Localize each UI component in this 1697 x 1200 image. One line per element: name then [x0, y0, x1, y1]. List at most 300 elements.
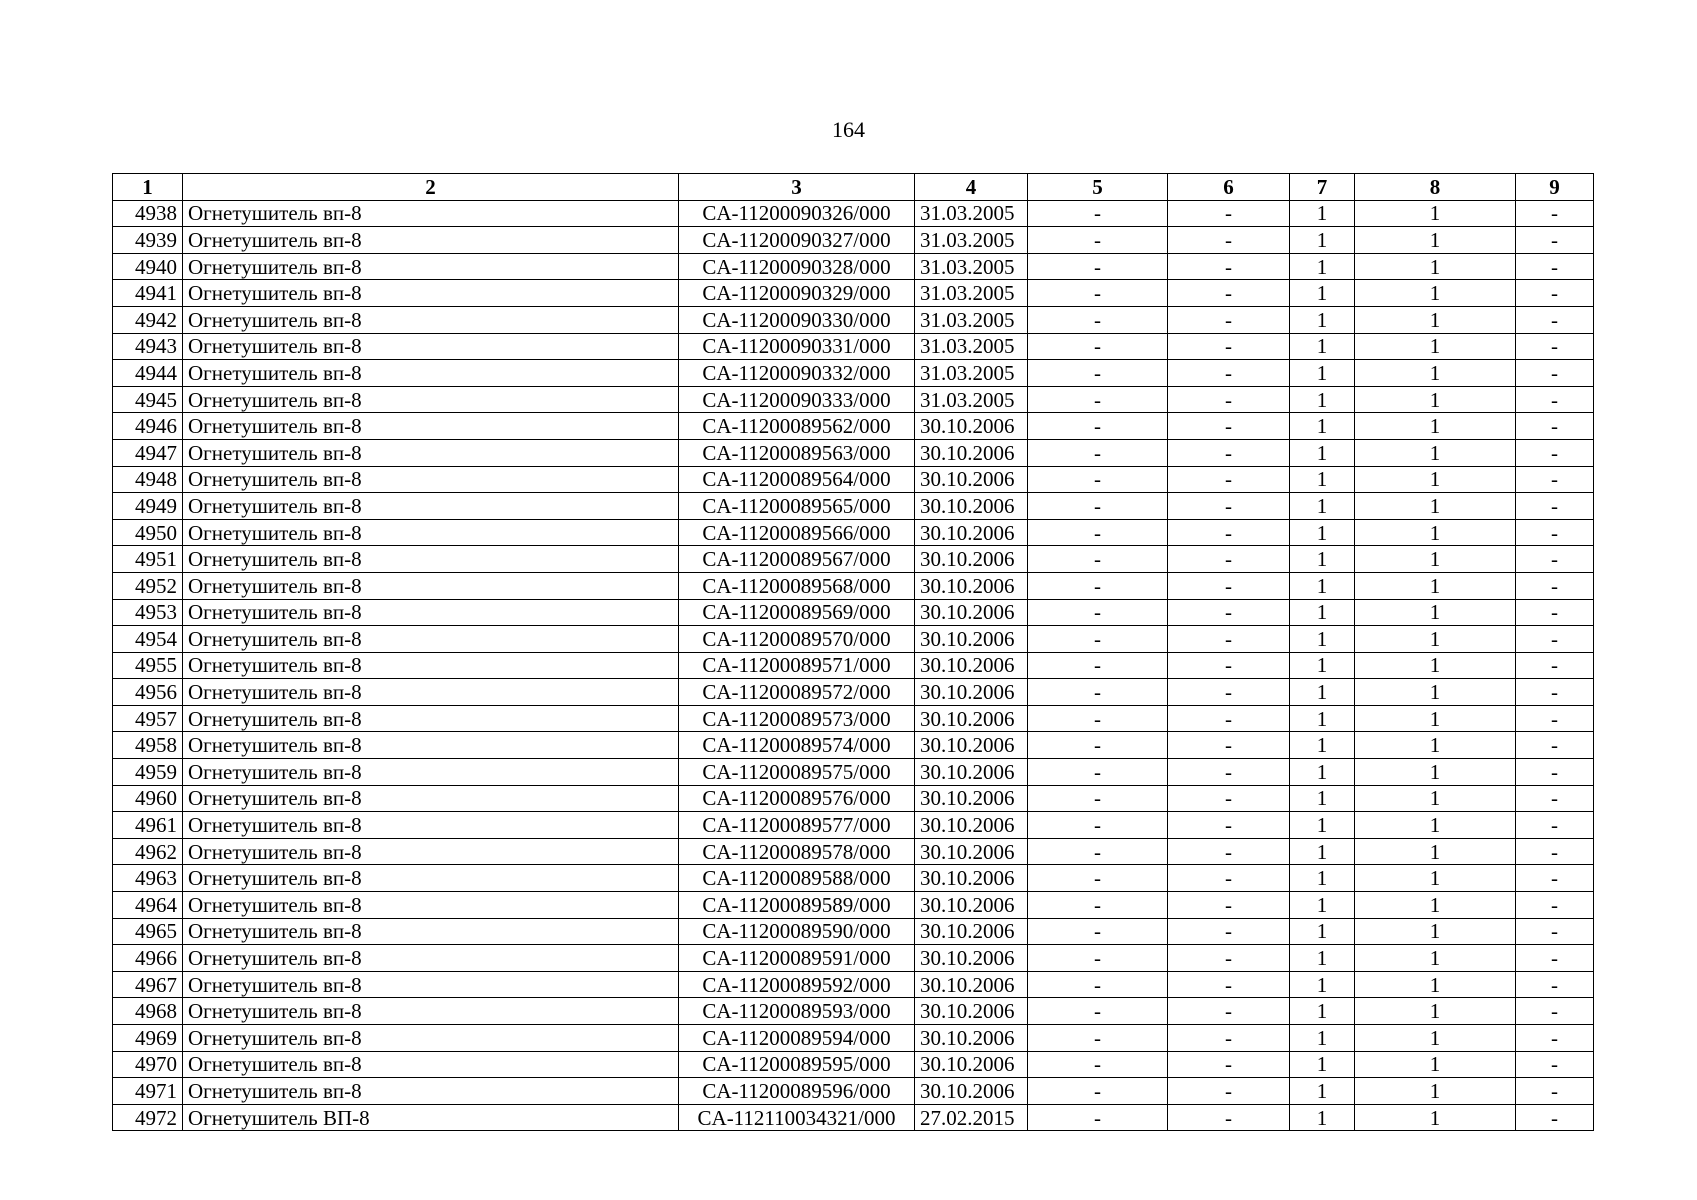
row-number-cell: 4960	[113, 785, 183, 812]
col-8-cell: 1	[1355, 945, 1516, 972]
date-cell: 30.10.2006	[915, 519, 1028, 546]
col-5-cell: -	[1028, 493, 1168, 520]
date-cell: 30.10.2006	[915, 546, 1028, 573]
col-7-cell: 1	[1290, 280, 1355, 307]
table-row	[113, 200, 1594, 227]
date-cell: 30.10.2006	[915, 892, 1028, 919]
col-9-cell: -	[1516, 200, 1594, 227]
inventory-number-cell: CA-11200089566/000	[679, 519, 915, 546]
row-number-cell: 4950	[113, 519, 183, 546]
col-9-cell: -	[1516, 679, 1594, 706]
col-9-cell: -	[1516, 785, 1594, 812]
row-number-cell: 4939	[113, 227, 183, 254]
item-name-cell: Огнетушитель вп-8	[183, 838, 679, 865]
date-cell: 30.10.2006	[915, 466, 1028, 493]
col-6-cell: -	[1168, 200, 1290, 227]
inventory-number-cell: CA-11200089565/000	[679, 493, 915, 520]
col-9-cell: -	[1516, 572, 1594, 599]
date-cell: 30.10.2006	[915, 918, 1028, 945]
col-7-cell: 1	[1290, 519, 1355, 546]
col-5-cell: -	[1028, 200, 1168, 227]
col-6-cell: -	[1168, 1051, 1290, 1078]
col-6-cell: -	[1168, 413, 1290, 440]
col-9-cell: -	[1516, 519, 1594, 546]
inventory-number-cell: CA-11200089593/000	[679, 998, 915, 1025]
col-7-cell: 1	[1290, 998, 1355, 1025]
col-9-cell: -	[1516, 1104, 1594, 1131]
inventory-number-cell: CA-11200089573/000	[679, 705, 915, 732]
inventory-number-cell: CA-11200089569/000	[679, 599, 915, 626]
item-name-cell: Огнетушитель вп-8	[183, 200, 679, 227]
row-number-cell: 4947	[113, 439, 183, 466]
col-9-cell: -	[1516, 1025, 1594, 1052]
item-name-cell: Огнетушитель вп-8	[183, 945, 679, 972]
col-9-cell: -	[1516, 439, 1594, 466]
col-7-cell: 1	[1290, 705, 1355, 732]
col-7-cell: 1	[1290, 253, 1355, 280]
row-number-cell: 4944	[113, 360, 183, 387]
column-header-3: 3	[679, 174, 915, 201]
row-number-cell: 4959	[113, 759, 183, 786]
table-row	[113, 785, 1594, 812]
column-header-7: 7	[1290, 174, 1355, 201]
col-8-cell: 1	[1355, 865, 1516, 892]
col-9-cell: -	[1516, 413, 1594, 440]
item-name-cell: Огнетушитель вп-8	[183, 599, 679, 626]
col-8-cell: 1	[1355, 546, 1516, 573]
date-cell: 31.03.2005	[915, 333, 1028, 360]
inventory-number-cell: CA-11200089574/000	[679, 732, 915, 759]
col-6-cell: -	[1168, 1078, 1290, 1105]
column-header-2: 2	[183, 174, 679, 201]
col-6-cell: -	[1168, 971, 1290, 998]
col-6-cell: -	[1168, 519, 1290, 546]
row-number-cell: 4949	[113, 493, 183, 520]
item-name-cell: Огнетушитель вп-8	[183, 732, 679, 759]
table-row	[113, 626, 1594, 653]
table-row	[113, 493, 1594, 520]
date-cell: 30.10.2006	[915, 945, 1028, 972]
table-row	[113, 705, 1594, 732]
table-row	[113, 599, 1594, 626]
row-number-cell: 4954	[113, 626, 183, 653]
date-cell: 30.10.2006	[915, 759, 1028, 786]
col-5-cell: -	[1028, 998, 1168, 1025]
row-number-cell: 4940	[113, 253, 183, 280]
col-6-cell: -	[1168, 998, 1290, 1025]
item-name-cell: Огнетушитель вп-8	[183, 1025, 679, 1052]
inventory-number-cell: CA-11200090332/000	[679, 360, 915, 387]
date-cell: 30.10.2006	[915, 626, 1028, 653]
col-5-cell: -	[1028, 306, 1168, 333]
inventory-number-cell: CA-11200089591/000	[679, 945, 915, 972]
col-5-cell: -	[1028, 679, 1168, 706]
inventory-number-cell: CA-11200089570/000	[679, 626, 915, 653]
date-cell: 31.03.2005	[915, 360, 1028, 387]
inventory-number-cell: CA-112110034321/000	[679, 1104, 915, 1131]
inventory-number-cell: CA-11200089575/000	[679, 759, 915, 786]
col-7-cell: 1	[1290, 945, 1355, 972]
col-7-cell: 1	[1290, 439, 1355, 466]
table-body	[113, 200, 1594, 1131]
col-5-cell: -	[1028, 1051, 1168, 1078]
col-7-cell: 1	[1290, 386, 1355, 413]
col-7-cell: 1	[1290, 892, 1355, 919]
col-9-cell: -	[1516, 599, 1594, 626]
col-7-cell: 1	[1290, 200, 1355, 227]
date-cell: 30.10.2006	[915, 439, 1028, 466]
item-name-cell: Огнетушитель вп-8	[183, 306, 679, 333]
col-8-cell: 1	[1355, 253, 1516, 280]
column-header-9: 9	[1516, 174, 1594, 201]
item-name-cell: Огнетушитель вп-8	[183, 785, 679, 812]
col-8-cell: 1	[1355, 679, 1516, 706]
row-number-cell: 4972	[113, 1104, 183, 1131]
table-row	[113, 280, 1594, 307]
table-row	[113, 1025, 1594, 1052]
date-cell: 31.03.2005	[915, 280, 1028, 307]
item-name-cell: Огнетушитель вп-8	[183, 1051, 679, 1078]
col-7-cell: 1	[1290, 227, 1355, 254]
col-7-cell: 1	[1290, 306, 1355, 333]
item-name-cell: Огнетушитель вп-8	[183, 413, 679, 440]
col-9-cell: -	[1516, 838, 1594, 865]
inventory-number-cell: CA-11200089563/000	[679, 439, 915, 466]
table-row	[113, 945, 1594, 972]
item-name-cell: Огнетушитель вп-8	[183, 759, 679, 786]
row-number-cell: 4956	[113, 679, 183, 706]
col-8-cell: 1	[1355, 439, 1516, 466]
col-9-cell: -	[1516, 626, 1594, 653]
col-8-cell: 1	[1355, 971, 1516, 998]
date-cell: 31.03.2005	[915, 253, 1028, 280]
row-number-cell: 4965	[113, 918, 183, 945]
col-6-cell: -	[1168, 652, 1290, 679]
col-6-cell: -	[1168, 466, 1290, 493]
col-5-cell: -	[1028, 227, 1168, 254]
date-cell: 30.10.2006	[915, 679, 1028, 706]
col-5-cell: -	[1028, 466, 1168, 493]
row-number-cell: 4961	[113, 812, 183, 839]
inventory-number-cell: CA-11200089589/000	[679, 892, 915, 919]
col-8-cell: 1	[1355, 732, 1516, 759]
column-header-1: 1	[113, 174, 183, 201]
table-row	[113, 386, 1594, 413]
col-8-cell: 1	[1355, 759, 1516, 786]
col-9-cell: -	[1516, 306, 1594, 333]
row-number-cell: 4938	[113, 200, 183, 227]
col-6-cell: -	[1168, 785, 1290, 812]
item-name-cell: Огнетушитель вп-8	[183, 546, 679, 573]
inventory-number-cell: CA-11200089592/000	[679, 971, 915, 998]
date-cell: 27.02.2015	[915, 1104, 1028, 1131]
table-row	[113, 732, 1594, 759]
row-number-cell: 4948	[113, 466, 183, 493]
col-6-cell: -	[1168, 599, 1290, 626]
item-name-cell: Огнетушитель вп-8	[183, 626, 679, 653]
col-8-cell: 1	[1355, 1051, 1516, 1078]
col-9-cell: -	[1516, 227, 1594, 254]
col-9-cell: -	[1516, 546, 1594, 573]
header-row	[113, 174, 1594, 201]
col-6-cell: -	[1168, 546, 1290, 573]
table-row	[113, 466, 1594, 493]
table-row	[113, 892, 1594, 919]
col-8-cell: 1	[1355, 386, 1516, 413]
col-6-cell: -	[1168, 360, 1290, 387]
col-6-cell: -	[1168, 253, 1290, 280]
item-name-cell: Огнетушитель вп-8	[183, 812, 679, 839]
item-name-cell: Огнетушитель вп-8	[183, 519, 679, 546]
table-row	[113, 413, 1594, 440]
row-number-cell: 4945	[113, 386, 183, 413]
row-number-cell: 4966	[113, 945, 183, 972]
col-8-cell: 1	[1355, 998, 1516, 1025]
col-7-cell: 1	[1290, 865, 1355, 892]
col-8-cell: 1	[1355, 785, 1516, 812]
col-7-cell: 1	[1290, 652, 1355, 679]
inventory-number-cell: CA-11200090330/000	[679, 306, 915, 333]
col-6-cell: -	[1168, 1025, 1290, 1052]
col-8-cell: 1	[1355, 306, 1516, 333]
col-6-cell: -	[1168, 732, 1290, 759]
date-cell: 30.10.2006	[915, 572, 1028, 599]
col-5-cell: -	[1028, 519, 1168, 546]
col-6-cell: -	[1168, 280, 1290, 307]
col-7-cell: 1	[1290, 546, 1355, 573]
inventory-number-cell: CA-11200090328/000	[679, 253, 915, 280]
row-number-cell: 4957	[113, 705, 183, 732]
col-6-cell: -	[1168, 493, 1290, 520]
col-5-cell: -	[1028, 892, 1168, 919]
item-name-cell: Огнетушитель вп-8	[183, 227, 679, 254]
row-number-cell: 4951	[113, 546, 183, 573]
date-cell: 30.10.2006	[915, 838, 1028, 865]
col-5-cell: -	[1028, 945, 1168, 972]
col-9-cell: -	[1516, 253, 1594, 280]
col-5-cell: -	[1028, 812, 1168, 839]
col-8-cell: 1	[1355, 626, 1516, 653]
col-6-cell: -	[1168, 759, 1290, 786]
col-7-cell: 1	[1290, 493, 1355, 520]
col-8-cell: 1	[1355, 572, 1516, 599]
date-cell: 31.03.2005	[915, 386, 1028, 413]
col-5-cell: -	[1028, 838, 1168, 865]
col-7-cell: 1	[1290, 1104, 1355, 1131]
table-row	[113, 439, 1594, 466]
col-5-cell: -	[1028, 759, 1168, 786]
col-5-cell: -	[1028, 918, 1168, 945]
table-row	[113, 918, 1594, 945]
col-5-cell: -	[1028, 1025, 1168, 1052]
col-5-cell: -	[1028, 413, 1168, 440]
item-name-cell: Огнетушитель ВП-8	[183, 1104, 679, 1131]
col-7-cell: 1	[1290, 413, 1355, 440]
inventory-number-cell: CA-11200089572/000	[679, 679, 915, 706]
row-number-cell: 4952	[113, 572, 183, 599]
col-9-cell: -	[1516, 759, 1594, 786]
col-8-cell: 1	[1355, 1078, 1516, 1105]
col-6-cell: -	[1168, 626, 1290, 653]
col-6-cell: -	[1168, 705, 1290, 732]
col-5-cell: -	[1028, 599, 1168, 626]
inventory-number-cell: CA-11200090326/000	[679, 200, 915, 227]
table-row	[113, 652, 1594, 679]
col-6-cell: -	[1168, 945, 1290, 972]
col-5-cell: -	[1028, 705, 1168, 732]
table-row	[113, 1051, 1594, 1078]
col-6-cell: -	[1168, 306, 1290, 333]
col-8-cell: 1	[1355, 812, 1516, 839]
table-row	[113, 360, 1594, 387]
row-number-cell: 4941	[113, 280, 183, 307]
inventory-number-cell: CA-11200090329/000	[679, 280, 915, 307]
col-6-cell: -	[1168, 227, 1290, 254]
table-row	[113, 971, 1594, 998]
item-name-cell: Огнетушитель вп-8	[183, 679, 679, 706]
col-9-cell: -	[1516, 945, 1594, 972]
col-5-cell: -	[1028, 360, 1168, 387]
col-8-cell: 1	[1355, 227, 1516, 254]
table-row	[113, 865, 1594, 892]
col-8-cell: 1	[1355, 360, 1516, 387]
col-7-cell: 1	[1290, 838, 1355, 865]
column-header-4: 4	[915, 174, 1028, 201]
date-cell: 30.10.2006	[915, 812, 1028, 839]
col-5-cell: -	[1028, 865, 1168, 892]
col-8-cell: 1	[1355, 413, 1516, 440]
col-6-cell: -	[1168, 386, 1290, 413]
table-row	[113, 306, 1594, 333]
row-number-cell: 4958	[113, 732, 183, 759]
col-8-cell: 1	[1355, 1104, 1516, 1131]
date-cell: 30.10.2006	[915, 971, 1028, 998]
col-7-cell: 1	[1290, 918, 1355, 945]
col-7-cell: 1	[1290, 785, 1355, 812]
col-9-cell: -	[1516, 652, 1594, 679]
col-5-cell: -	[1028, 333, 1168, 360]
col-5-cell: -	[1028, 732, 1168, 759]
col-7-cell: 1	[1290, 333, 1355, 360]
col-5-cell: -	[1028, 386, 1168, 413]
col-7-cell: 1	[1290, 971, 1355, 998]
item-name-cell: Огнетушитель вп-8	[183, 918, 679, 945]
date-cell: 30.10.2006	[915, 599, 1028, 626]
table-row	[113, 253, 1594, 280]
row-number-cell: 4963	[113, 865, 183, 892]
date-cell: 31.03.2005	[915, 200, 1028, 227]
date-cell: 30.10.2006	[915, 652, 1028, 679]
row-number-cell: 4971	[113, 1078, 183, 1105]
table-row	[113, 519, 1594, 546]
col-6-cell: -	[1168, 812, 1290, 839]
col-7-cell: 1	[1290, 1078, 1355, 1105]
col-7-cell: 1	[1290, 679, 1355, 706]
col-8-cell: 1	[1355, 918, 1516, 945]
col-5-cell: -	[1028, 253, 1168, 280]
date-cell: 30.10.2006	[915, 493, 1028, 520]
table-row	[113, 572, 1594, 599]
col-7-cell: 1	[1290, 732, 1355, 759]
column-header-6: 6	[1168, 174, 1290, 201]
row-number-cell: 4969	[113, 1025, 183, 1052]
table-row	[113, 1104, 1594, 1131]
col-7-cell: 1	[1290, 1025, 1355, 1052]
col-9-cell: -	[1516, 280, 1594, 307]
date-cell: 30.10.2006	[915, 998, 1028, 1025]
inventory-number-cell: CA-11200089568/000	[679, 572, 915, 599]
inventory-number-cell: CA-11200089578/000	[679, 838, 915, 865]
col-7-cell: 1	[1290, 759, 1355, 786]
col-6-cell: -	[1168, 892, 1290, 919]
inventory-number-cell: CA-11200089564/000	[679, 466, 915, 493]
col-7-cell: 1	[1290, 812, 1355, 839]
inventory-number-cell: CA-11200090327/000	[679, 227, 915, 254]
row-number-cell: 4970	[113, 1051, 183, 1078]
col-7-cell: 1	[1290, 360, 1355, 387]
col-8-cell: 1	[1355, 705, 1516, 732]
item-name-cell: Огнетушитель вп-8	[183, 253, 679, 280]
date-cell: 30.10.2006	[915, 705, 1028, 732]
col-9-cell: -	[1516, 1051, 1594, 1078]
date-cell: 30.10.2006	[915, 1078, 1028, 1105]
row-number-cell: 4943	[113, 333, 183, 360]
date-cell: 30.10.2006	[915, 865, 1028, 892]
inventory-number-cell: CA-11200089577/000	[679, 812, 915, 839]
inventory-number-cell: CA-11200089571/000	[679, 652, 915, 679]
col-8-cell: 1	[1355, 466, 1516, 493]
inventory-number-cell: CA-11200089595/000	[679, 1051, 915, 1078]
col-8-cell: 1	[1355, 493, 1516, 520]
col-5-cell: -	[1028, 572, 1168, 599]
row-number-cell: 4964	[113, 892, 183, 919]
col-7-cell: 1	[1290, 466, 1355, 493]
date-cell: 30.10.2006	[915, 413, 1028, 440]
date-cell: 30.10.2006	[915, 1051, 1028, 1078]
col-9-cell: -	[1516, 812, 1594, 839]
col-6-cell: -	[1168, 918, 1290, 945]
column-header-8: 8	[1355, 174, 1516, 201]
inventory-number-cell: CA-11200089590/000	[679, 918, 915, 945]
col-8-cell: 1	[1355, 652, 1516, 679]
col-5-cell: -	[1028, 546, 1168, 573]
date-cell: 30.10.2006	[915, 732, 1028, 759]
table-row	[113, 1078, 1594, 1105]
col-5-cell: -	[1028, 1078, 1168, 1105]
item-name-cell: Огнетушитель вп-8	[183, 386, 679, 413]
table-row	[113, 838, 1594, 865]
col-8-cell: 1	[1355, 280, 1516, 307]
item-name-cell: Огнетушитель вп-8	[183, 1078, 679, 1105]
row-number-cell: 4946	[113, 413, 183, 440]
col-8-cell: 1	[1355, 200, 1516, 227]
page-number: 164	[832, 117, 865, 142]
date-cell: 30.10.2006	[915, 785, 1028, 812]
item-name-cell: Огнетушитель вп-8	[183, 572, 679, 599]
col-9-cell: -	[1516, 386, 1594, 413]
row-number-cell: 4953	[113, 599, 183, 626]
item-name-cell: Огнетушитель вп-8	[183, 652, 679, 679]
date-cell: 31.03.2005	[915, 306, 1028, 333]
inventory-number-cell: CA-11200089596/000	[679, 1078, 915, 1105]
date-cell: 31.03.2005	[915, 227, 1028, 254]
row-number-cell: 4968	[113, 998, 183, 1025]
column-header-5: 5	[1028, 174, 1168, 201]
col-9-cell: -	[1516, 732, 1594, 759]
item-name-cell: Огнетушитель вп-8	[183, 493, 679, 520]
col-6-cell: -	[1168, 1104, 1290, 1131]
table-row	[113, 998, 1594, 1025]
